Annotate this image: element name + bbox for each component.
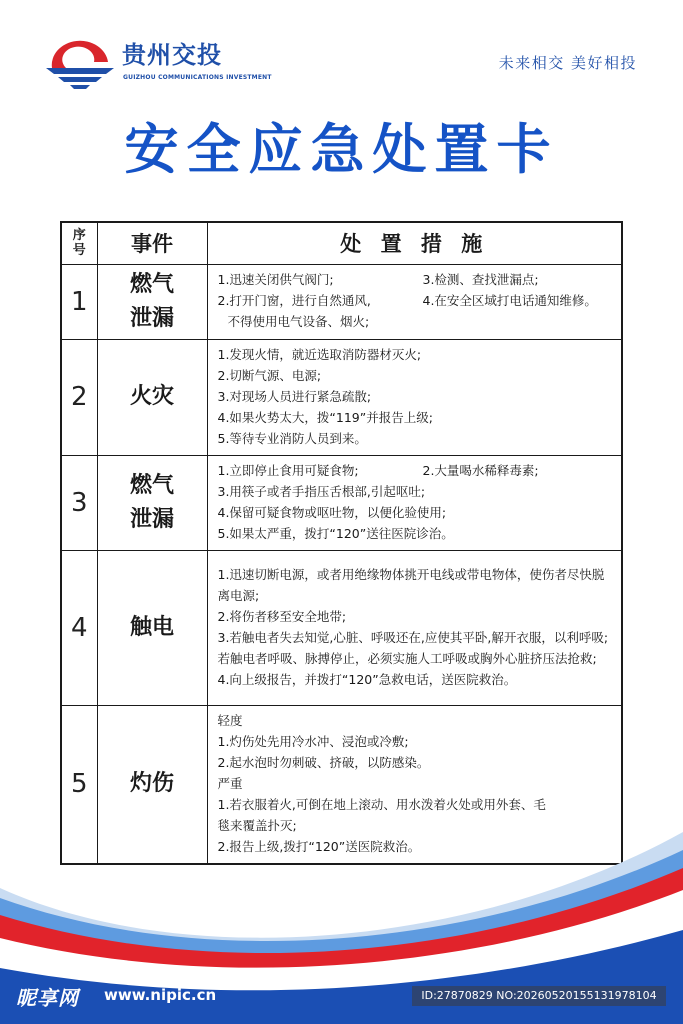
measure-item: 1.发现火情，就近选取消防器材灭火; [217, 346, 422, 362]
measure-item: 2.大量喝水稀释毒素; [422, 462, 539, 478]
table-row [61, 339, 622, 455]
emergency-table [60, 221, 623, 865]
measure-item: 1.迅速切断电源，或者用绝缘物体挑开电线或带电物体，使伤者尽快脱离电源; [217, 566, 605, 603]
row-event: 触电 [97, 550, 207, 705]
measure-item: 4.如果火势太大，拨“119”并报告上级; [217, 409, 433, 425]
header-number-line2: 号 [72, 243, 86, 259]
table-row [61, 264, 622, 339]
row-number: 4 [61, 550, 97, 705]
watermark-brand: 昵享网 [16, 986, 79, 1010]
row-number: 5 [61, 705, 97, 864]
row-measures [207, 550, 622, 705]
measure-item: 不得使用电气设备、烟火; [227, 314, 370, 329]
measure-subheading: 轻度 [217, 712, 243, 728]
watermark-url: www.nipic.cn [104, 986, 217, 1004]
measure-item: 毯来覆盖扑灭; [217, 817, 297, 833]
row-measures [207, 339, 622, 455]
measure-item: 1.若衣服着火,可倒在地上滚动、用水泼着火处或用外套、毛 [217, 796, 546, 812]
measure-line [218, 269, 614, 290]
measure-item: 1.灼伤处先用冷水冲、浸泡或冷敷; [217, 733, 409, 749]
measure-item: 3.用筷子或者手指压舌根部,引起呕吐; [217, 483, 426, 499]
measure-item: 2.报告上级,拨打“120”送医院救治。 [217, 838, 421, 854]
measure-item: 1.迅速关闭供气阀门; [217, 272, 334, 287]
measure-item: 3.对现场人员进行紧急疏散; [217, 388, 372, 404]
header-event: 事件 [97, 222, 207, 264]
logo-chinese-name: 贵州交投 [122, 41, 222, 69]
header-number [61, 222, 97, 264]
measure-item: 5.等待专业消防人员到来。 [217, 430, 367, 446]
logo-mark-icon [44, 38, 116, 90]
row-event-line1: 燃气 [129, 271, 174, 297]
table-row [61, 455, 622, 550]
company-logo [44, 38, 272, 90]
measure-item: 3.检测、查找泄漏点; [422, 272, 539, 287]
row-event [97, 264, 207, 339]
measure-item: 2.将伤者移至安全地带; [217, 608, 347, 624]
row-event-line2: 泄漏 [129, 506, 174, 532]
row-number: 3 [61, 455, 97, 550]
row-event: 灼伤 [97, 705, 207, 864]
table-header-row [61, 222, 622, 264]
row-measures [207, 264, 622, 339]
row-event-line2: 泄漏 [129, 305, 174, 331]
measure-item: 4.在安全区域打电话通知维修。 [422, 293, 597, 308]
measure-item: 4.保留可疑食物或呕吐物，以便化验使用; [217, 504, 447, 520]
row-event-line1: 燃气 [129, 472, 174, 498]
measure-item: 5.如果太严重，拨打“120”送往医院诊治。 [217, 525, 454, 541]
table-row [61, 550, 622, 705]
measure-item: 2.打开门窗，进行自然通风, [217, 293, 371, 308]
watermark-id: ID:27870829 NO:20260520155131978104 [412, 986, 666, 1006]
measure-item: 4.向上级报告，并拨打“120”急救电话，送医院救治。 [217, 671, 517, 687]
row-event: 火灾 [97, 339, 207, 455]
measure-line [218, 460, 614, 481]
header [0, 0, 683, 110]
logo-english-name: GUIZHOU COMMUNICATIONS INVESTMENT [123, 74, 272, 81]
header-measures: 处 置 措 施 [207, 222, 622, 264]
measure-item: 1.立即停止食用可疑食物; [217, 462, 359, 478]
header-number-line1: 序 [72, 228, 86, 244]
measure-item: 3.若触电者失去知觉,心脏、呼吸还在,应使其平卧,解开衣服，以利呼吸;若触电者呼吸、脉搏停止，必须实施人工呼吸或胸外心脏挤压法抢救; [217, 629, 609, 666]
measure-item: 2.切断气源、电源; [217, 367, 322, 383]
row-number: 2 [61, 339, 97, 455]
row-number: 1 [61, 264, 97, 339]
measure-line [218, 290, 614, 311]
row-event [97, 455, 207, 550]
page-title: 安全应急处置卡 [124, 118, 559, 181]
measure-item: 2.起水泡时勿刺破、挤破，以防感染。 [217, 754, 430, 770]
measure-subheading: 严重 [217, 775, 243, 791]
row-measures [207, 455, 622, 550]
slogan: 未来相交 美好相投 [498, 54, 637, 72]
